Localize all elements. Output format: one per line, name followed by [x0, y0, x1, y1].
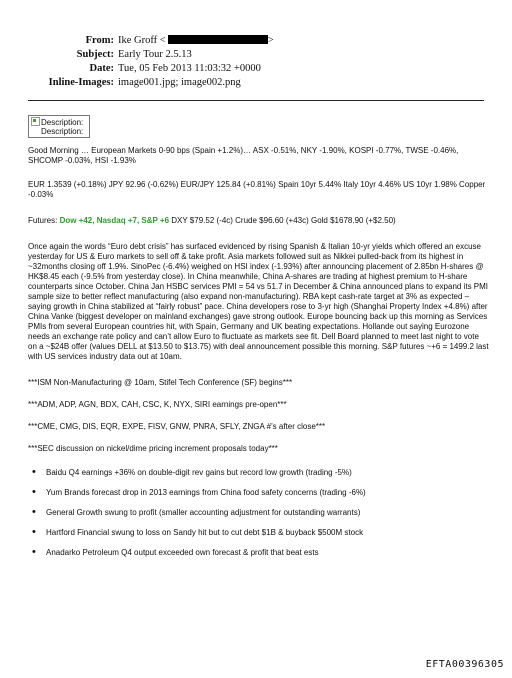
list-item: • Anadarko Petroleum Q4 output exceeded own forecast & profit that beat ests [28, 548, 490, 558]
subject-value: Early Tour 2.5.13 [118, 49, 192, 60]
from-row [0, 34, 512, 48]
news-bullets [28, 468, 490, 558]
description-line [31, 117, 87, 127]
event-line: ***ADM, ADP, AGN, BDX, CAH, CSC, K, NYX, SIRI earnings pre-open*** [28, 400, 287, 409]
list-item: • General Growth swung to profit (smaller accounting adjustment for outstanding warrants) [28, 508, 490, 518]
event-line: ***SEC discussion on nickel/dime pricing increment proposals today*** [28, 444, 278, 453]
list-item: • Baidu Q4 earnings +36% on double-digit rev gains but record low growth (trading -5%) [28, 468, 490, 478]
event-line: ***CME, CMG, DIS, EQR, EXPE, FISV, GNW, PNRA, SFLY, ZNGA #’s after close*** [28, 422, 326, 431]
market-greeting: Good Morning … European Markets 0-90 bps (Spain +1.2%)… ASX -0.51%, NKY -1.90%, KOSPI -0.77%, TWSE -0.46%, SHCOMP -0.03%, HSI -1.93% [28, 146, 459, 165]
futures-line [28, 216, 490, 226]
from-suffix: > [267, 35, 274, 46]
from-value [118, 34, 274, 48]
inline-images-label: Inline-Images: [48, 77, 114, 88]
futures-commodities: DXY $79.52 (-4c) Crude $96.60 (+43c) Gold $1678.90 (+$2.50) [169, 216, 396, 225]
broken-image-icon [31, 117, 40, 126]
from-name: Ike Groff < [118, 35, 166, 46]
fx-rates-line: EUR 1.3539 (+0.18%) JPY 92.96 (-0.62%) EUR/JPY 125.84 (+0.81%) Spain 10yr 5.44% Italy 10yr 4.46% US 10yr 1.98% Copper -0.03% [28, 180, 486, 199]
description-label-2: Description: [41, 127, 84, 136]
futures-label: Futures: [28, 216, 60, 225]
header-divider [28, 100, 484, 101]
email-body [28, 146, 490, 568]
subject-row [0, 48, 512, 62]
date-label: Date: [89, 63, 114, 74]
description-label-1: Description: [41, 118, 84, 127]
date-value: Tue, 05 Feb 2013 11:03:32 +0000 [118, 63, 261, 74]
document-id: EFTA00396305 [425, 659, 504, 670]
inline-images-value: image001.jpg; image002.png [118, 77, 241, 88]
redaction-block [168, 35, 268, 44]
list-item: • Hartford Financial swung to loss on Sandy hit but to cut debt $1B & buyback $500M stock [28, 528, 490, 538]
from-label: From: [85, 35, 114, 46]
futures-indices: Dow +42, Nasdaq +7, S&P +6 [59, 216, 170, 225]
inline-images-row [0, 76, 512, 90]
market-narrative: Once again the words “Euro debt crisis” has surfaced evidenced by rising Spanish & Italian 10-yr yields which offered an excuse yesterday for US & Euro markets to sell off & take profit. Asia markets followed suit as Nikkei pulled-back from its highest in ~32months closing off 1.9%. SinoPec (-6.4%) weighed on HSI index (-1.93%) after announcing placement of 2.85bn H-shares @ HK$8.45 each (-9.5% from yesterday close). In China meanwhile, China A-shares are trading at highest premium to H-share counterparts since October. China Jan HSBC services PMI = 54 vs 51.7 in December & China announced plans to expand its PMI sample size to better reflect manufacturing (also expand non-manufacturing). RBA kept cash-rate target at 3% as expected – saying growth in China stabilized at “fairly robust” pace. China developers rose to 3-yr high (Shanghai Property Index +4.8%) after China Vanke (biggest developer on mainland exchanges) gave strong outlook. Europe bouncing back up this morning as Services PMIs from several European countries hit, with Spain, Germany and UK beating expectations. Hollande out saying Eurozone needs an exchange rate policy and can’t allow Euro to fluctuate as markets see fit. Dell Board planned to meet last night to vote on a ~$24B offer (values DELL at $13.50 to $13.75) with deal announcement possible this morning. S&P futures ~+6 = 1499.2 last with US services industry data out at 10am. [28, 242, 489, 361]
image-placeholder [28, 115, 90, 138]
date-row [0, 62, 512, 76]
email-header [0, 34, 512, 90]
subject-label: Subject: [76, 49, 114, 60]
event-line: ***ISM Non-Manufacturing @ 10am, Stifel Tech Conference (SF) begins*** [28, 378, 293, 387]
list-item: • Yum Brands forecast drop in 2013 earnings from China food safety concerns (trading -6%) [28, 488, 490, 498]
